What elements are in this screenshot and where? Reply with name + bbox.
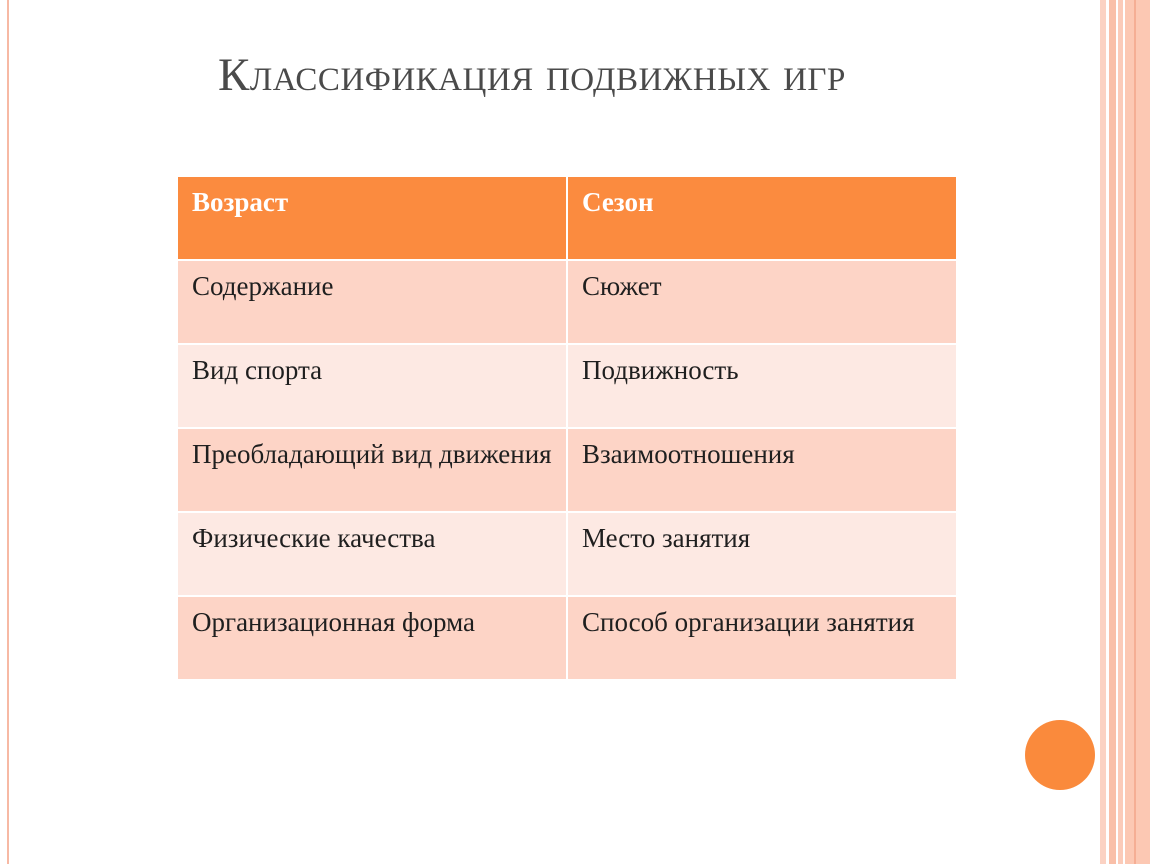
classification-table — [176, 175, 958, 681]
table-row — [177, 428, 957, 512]
header-cell-age: Возраст — [177, 176, 567, 260]
table-cell: Подвижность — [567, 344, 957, 428]
decorative-stripe — [1109, 0, 1116, 864]
table-row — [177, 512, 957, 596]
table-cell: Сюжет — [567, 260, 957, 344]
slide-frame-left-line — [7, 0, 9, 864]
table-cell: Содержание — [177, 260, 567, 344]
decorative-stripe — [1125, 0, 1150, 864]
table-cell: Физические качества — [177, 512, 567, 596]
table-row — [177, 344, 957, 428]
decorative-circle — [1025, 720, 1095, 790]
table-cell: Преобладающий вид движения — [177, 428, 567, 512]
table-cell: Организационная форма — [177, 596, 567, 680]
header-cell-season: Сезон — [567, 176, 957, 260]
slide-title: Классификация подвижных игр — [218, 49, 846, 101]
table-row — [177, 260, 957, 344]
table-row — [177, 596, 957, 680]
table-cell: Взаимоотношения — [567, 428, 957, 512]
decorative-stripe — [1134, 0, 1136, 864]
table-header-row — [177, 176, 957, 260]
table-cell: Место занятия — [567, 512, 957, 596]
table-cell: Вид спорта — [177, 344, 567, 428]
table-cell: Способ организации занятия — [567, 596, 957, 680]
